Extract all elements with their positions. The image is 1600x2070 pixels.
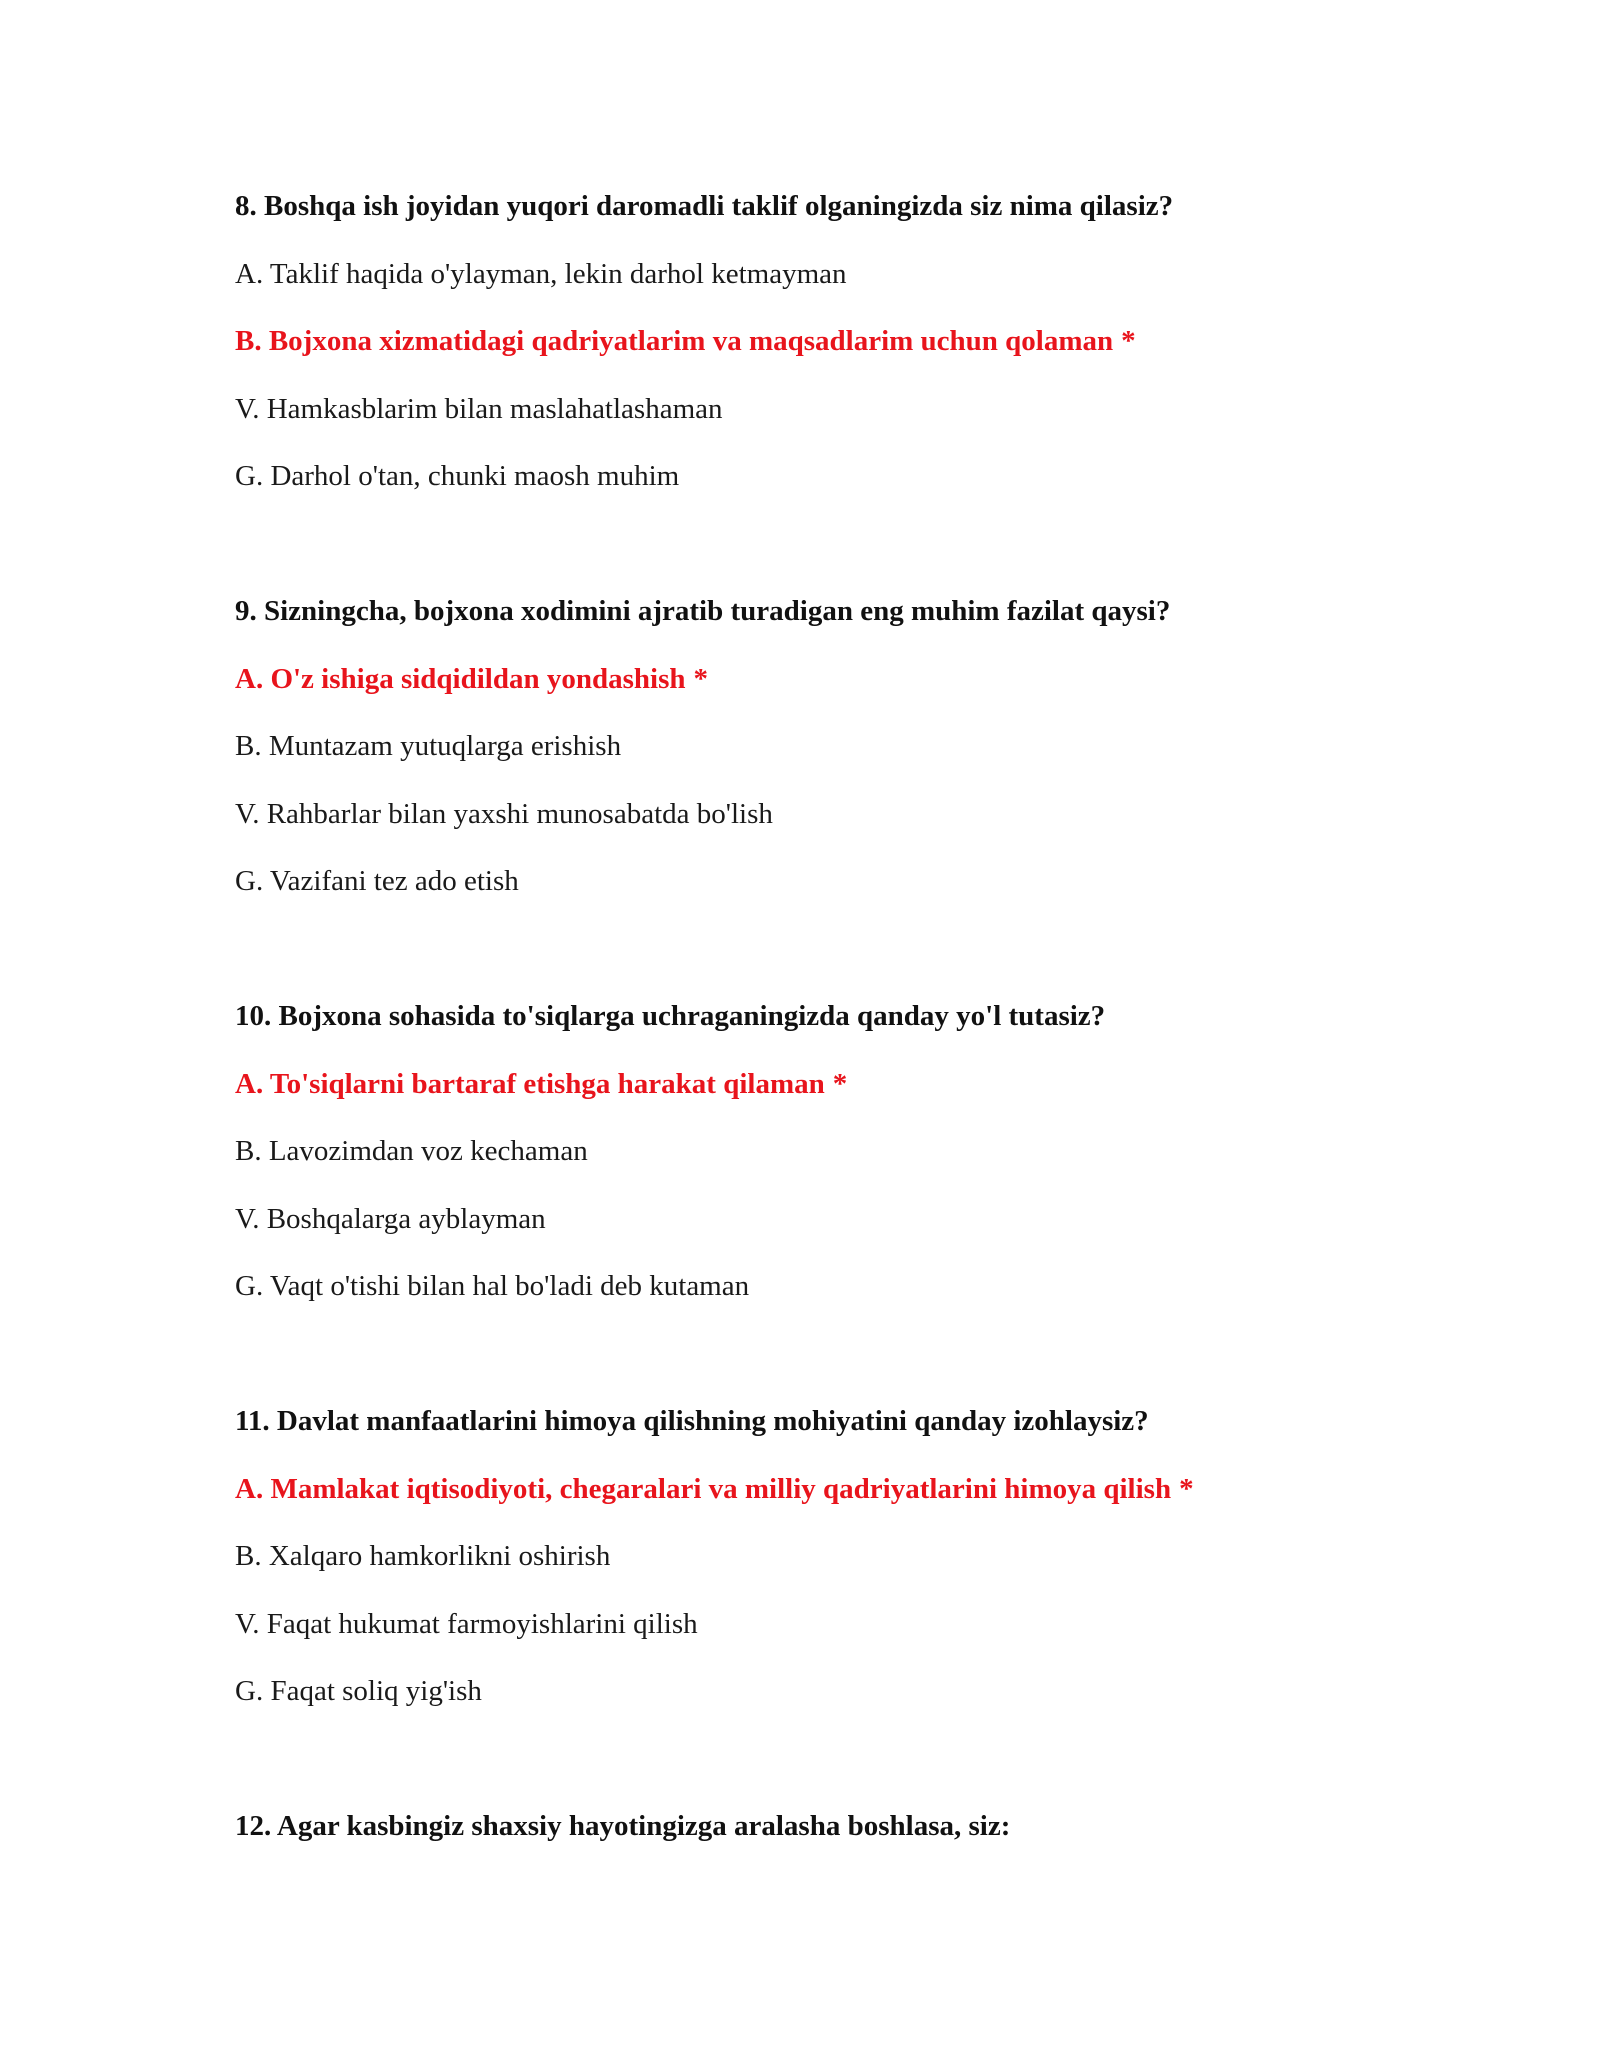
question-11-option-a-correct — [235, 1469, 1435, 1509]
question-8-option-b-correct — [235, 321, 1435, 361]
correct-marker: * — [832, 1067, 848, 1100]
option-text: A. To'siqlarni bartaraf etishga harakat qilaman — [235, 1067, 825, 1100]
question-block-11 — [235, 1401, 1435, 1711]
question-11-text: 11. Davlat manfaatlarini himoya qilishning mohiyatini qanday izohlaysiz? — [235, 1405, 1149, 1437]
correct-marker: * — [1179, 1472, 1194, 1505]
option-text: A. O'z ishiga sidqidildan yondashish — [235, 662, 686, 695]
correct-marker: * — [1121, 325, 1136, 357]
question-block-8 — [235, 186, 1435, 496]
question-11-option-b: B. Xalqaro hamkorlikni oshirish — [235, 1540, 611, 1572]
question-10-option-a-correct — [235, 1064, 1435, 1104]
question-12-text: 12. Agar kasbingiz shaxsiy hayotingizga aralasha boshlasa, siz: — [235, 1810, 1011, 1842]
question-9-option-a-correct — [235, 659, 1435, 699]
question-9-option-v: V. Rahbarlar bilan yaxshi munosabatda bo'lish — [235, 797, 773, 830]
question-8-option-g: G. Darhol o'tan, chunki maosh muhim — [235, 460, 680, 492]
question-8-option-a: A. Taklif haqida o'ylayman, lekin darhol ketmayman — [235, 257, 847, 290]
question-8-option-v: V. Hamkasblarim bilan maslahatlashaman — [235, 392, 723, 425]
correct-marker: * — [693, 662, 709, 695]
question-10-option-g: G. Vaqt o'tishi bilan hal bo'ladi deb kutaman — [235, 1270, 750, 1302]
question-block-10 — [235, 996, 1435, 1306]
option-text: A. Mamlakat iqtisodiyoti, chegaralari va milliy qadriyatlarini himoya qilish — [235, 1472, 1172, 1505]
question-10-option-v: V. Boshqalarga ayblayman — [235, 1202, 546, 1235]
question-10-option-b: B. Lavozimdan voz kechaman — [235, 1135, 588, 1167]
question-9-option-g: G. Vazifani tez ado etish — [235, 865, 519, 897]
question-11-option-v: V. Faqat hukumat farmoyishlarini qilish — [235, 1607, 698, 1640]
question-9-option-b: B. Muntazam yutuqlarga erishish — [235, 730, 622, 762]
question-block-9 — [235, 591, 1435, 901]
option-text: B. Bojxona xizmatidagi qadriyatlarim va maqsadlarim uchun qolaman — [235, 325, 1114, 357]
question-9-text: 9. Sizningcha, bojxona xodimini ajratib turadigan eng muhim fazilat qaysi? — [235, 595, 1171, 627]
question-8-text: 8. Boshqa ish joyidan yuqori daromadli taklif olganingizda siz nima qilasiz? — [235, 190, 1174, 222]
question-10-text: 10. Bojxona sohasida to'siqlarga uchraganingizda qanday yo'l tutasiz? — [235, 1000, 1106, 1032]
question-block-12 — [235, 1806, 1435, 1846]
question-11-option-g: G. Faqat soliq yig'ish — [235, 1675, 482, 1707]
